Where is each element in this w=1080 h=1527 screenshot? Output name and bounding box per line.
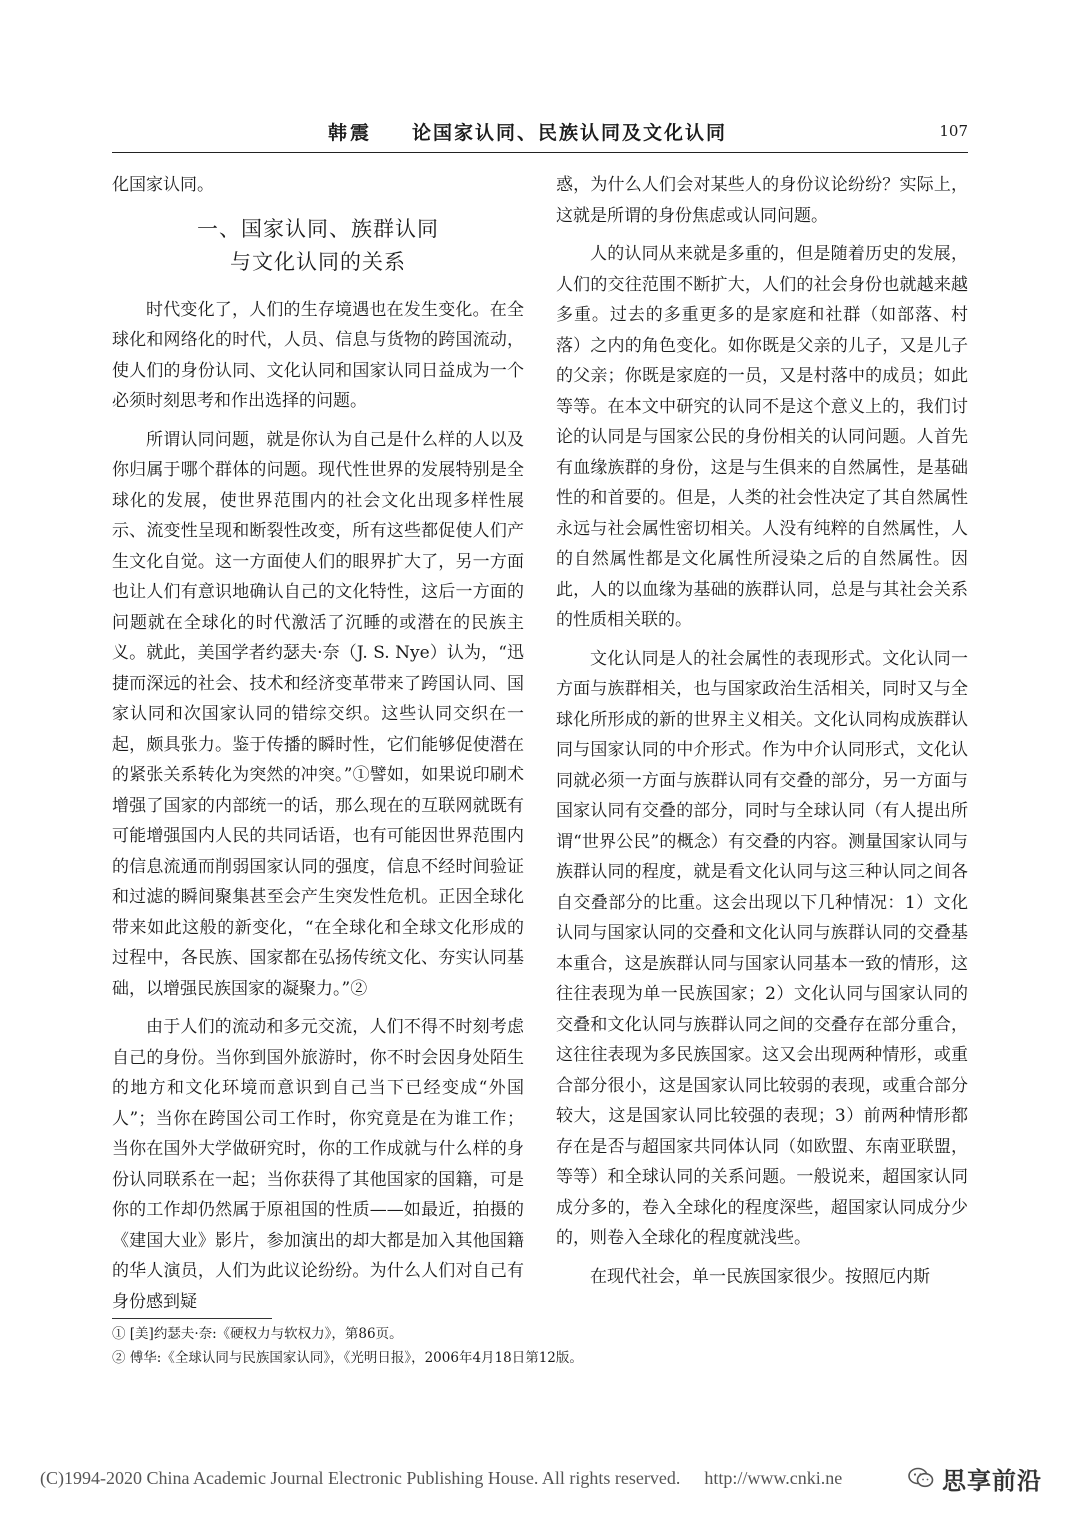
paragraph: 在现代社会，单一民族国家很少。按照厄内斯: [590, 1266, 930, 1287]
footnote-rule: [112, 1318, 272, 1319]
section-title-line: 与文化认同的关系: [230, 249, 406, 274]
header-title: 论国家认同、民族认同及文化认同: [412, 122, 728, 144]
header-authors: 韩震: [328, 122, 373, 144]
paragraph: 化国家认同。: [112, 175, 214, 195]
page-number: 107: [939, 122, 968, 140]
footnote: ② 傅华:《全球认同与民族国家认同》，《光明日报》，2006年4月18日第12版。: [112, 1350, 583, 1366]
watermark: [908, 1458, 1042, 1498]
paragraph: 时代变化了，人们的生存境遇也在发生变化。在全球化和网络化的时代，人员、信息与货物的跨国流动，使人们的身份认同、文化认同和国家认同日益成为一个必须时刻思考和作出选择的问题。: [112, 299, 524, 411]
section-title: [112, 213, 524, 279]
footnote: ① [美]约瑟夫·奈:《硬权力与软权力》，第86页。: [112, 1326, 403, 1342]
footer-url[interactable]: http://www.cnki.ne: [704, 1468, 843, 1488]
header-rule: [112, 152, 968, 153]
footnotes: [112, 1322, 972, 1370]
paragraph: 文化认同是人的社会属性的表现形式。文化认同一方面与族群相关，也与国家政治生活相关，同时又与全球化所形成的新的世界主义相关。文化认同构成族群认同与国家认同的中介形式。作为中介认同形式，文化认同就必须一方面与族群认同有交叠的部分，另一方面与国家认同有交叠的部分，同时与全球认同（有人提出所谓“世界公民”的概念）有交叠的内容。测量国家认同与族群认同的程度，就是看文化认同与这三种认同之间各自交叠部分的比重。这会出现以下几种情况：1）文化认同与国家认同的交叠和文化认同与族群认同的交叠基本重合，这是族群认同与国家认同基本一致的情形，这往往表现为单一民族国家；2）文化认同与国家认同的交叠和文化认同与族群认同之间的交叠存在部分重合，这往往表现为多民族国家。这又会出现两种情形，或重合部分很小，这是国家认同比较弱的表现，或重合部分较大，这是国家认同比较强的表现；3）前两种情形都存在是否与超国家共同体认同（如欧盟、东南亚联盟，等等）和全球认同的关系问题。一般说来，超国家认同成分多的，卷入全球化的程度深些，超国家认同成分少的，则卷入全球化的程度就浅些。: [556, 648, 968, 1248]
paragraph: 所谓认同问题，就是你认为自己是什么样的人以及你归属于哪个群体的问题。现代性世界的发展特别是全球化的发展，使世界范围内的社会文化出现多样性展示、流变性呈现和断裂性改变，所有这些都促使人们产生文化自觉。这一方面使人们的眼界扩大了，另一方面也让人们有意识地确认自己的文化特性，这后一方面的问题就在全球化的时代激活了沉睡的或潜在的民族主义。就此，美国学者约瑟夫·奈（J. S. Nye）认为，“迅捷而深远的社会、技术和经济变革带来了跨国认同、国家认同和次国家认同的错综交织。这些认同交织在一起，颇具张力。鉴于传播的瞬时性，它们能够促使潜在的紧张关系转化为突然的冲突。”①譬如，如果说印刷术增强了国家的内部统一的话，那么现在的互联网就既有可能增强国内人民的共同话语，也有可能因世界范围内的信息流通而削弱国家认同的强度，信息不经时间验证和过滤的瞬间聚集甚至会产生突发性危机。正因全球化带来如此这般的新变化，“在全球化和全球文化形成的过程中，各民族、国家都在弘扬传统文化、夯实认同基础，以增强民族国家的凝聚力。”②: [112, 429, 524, 999]
paragraph: 由于人们的流动和多元交流，人们不得不时刻考虑自己的身份。当你到国外旅游时，你不时会因身处陌生的地方和文化环境而意识到自己当下已经变成“外国人”；当你在跨国公司工作时，你究竟是在为谁工作；当你在国外大学做研究时，你的工作成就与什么样的身份认同联系在一起；当你获得了其他国家的国籍，可是你的工作却仍然属于原祖国的性质——如最近，拍摄的《建国大业》影片，参加演出的却大都是加入其他国籍的华人演员，人们为此议论纷纷。为什么人们对自己有身份感到疑: [112, 1017, 524, 1312]
section-title-line: 一、国家认同、族群认同: [197, 216, 439, 241]
wechat-icon: [908, 1467, 934, 1489]
watermark-text: 思享前沿: [942, 1466, 1042, 1495]
right-column: [556, 170, 968, 1292]
running-header: [112, 118, 968, 148]
paragraph: 惑，为什么人们会对某些人的身份议论纷纷？实际上，这就是所谓的身份焦虑或认同问题。: [556, 175, 968, 226]
left-column: [112, 170, 524, 1317]
paragraph: 人的认同从来就是多重的，但是随着历史的发展，人们的交往范围不断扩大，人们的社会身份也就越来越多重。过去的多重更多的是家庭和社群（如部落、村落）之内的角色变化。如你既是父亲的儿子，又是儿子的父亲；你既是家庭的一员，又是村落中的成员；如此等等。在本文中研究的认同不是这个意义上的，我们讨论的认同是与国家公民的身份相关的认同问题。人首先有血缘族群的身份，这是与生俱来的自然属性，是基础性的和首要的。但是，人类的社会性决定了其自然属性永远与社会属性密切相关。人没有纯粹的自然属性，人的自然属性都是文化属性所浸染之后的自然属性。因此，人的以血缘为基础的族群认同，总是与其社会关系的性质相关联的。: [556, 244, 968, 630]
copyright-text: (C)1994-2020 China Academic Journal Electronic Publishing House. All rights reserved.: [40, 1468, 681, 1488]
copyright-footer: [40, 1468, 842, 1489]
